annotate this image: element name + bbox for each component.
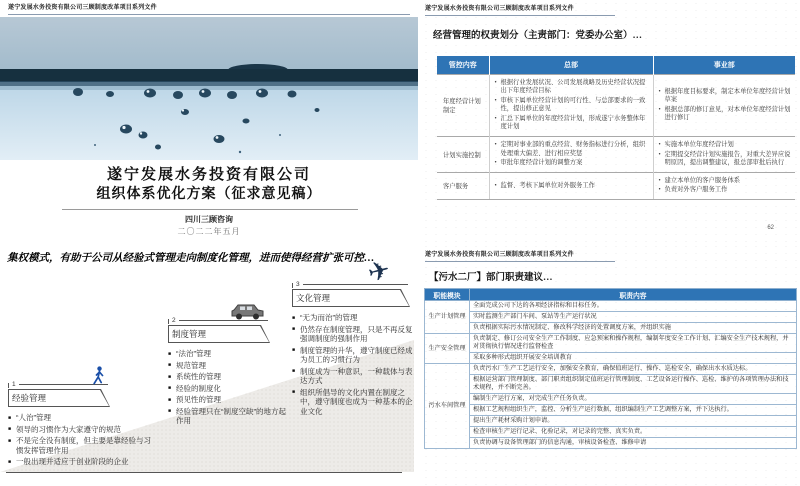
bullet: ■ 系统性的管理: [168, 372, 288, 382]
cell-bullet: • 审批年度经营计划的调整方案: [494, 159, 649, 168]
table-row: [425, 364, 797, 375]
bullet: ■ 经验管理只在“制度空缺”的地方起作用: [168, 407, 288, 426]
cover-date: 二〇二二年五月: [177, 227, 241, 236]
header-divider: [425, 15, 615, 16]
control-item: 客户服务: [437, 172, 489, 199]
duty-title: 【污水二厂】部门职责建议…: [429, 273, 553, 283]
hq-cell: [489, 172, 653, 199]
duty-cell: 根据工艺规程组织生产，监控、分析生产运行数据，组织编制生产工艺调整方案，并下达执行。: [470, 405, 797, 416]
table-row: [437, 137, 795, 173]
column-header: 管控内容: [437, 56, 489, 74]
bullet: ■ 一般出现并适应于创业阶段的企业: [8, 457, 155, 467]
module-cell: 污水车间管理: [425, 364, 470, 449]
walking-person-icon: [92, 366, 106, 386]
cover-doc-series-header-block: [8, 4, 410, 15]
cover-title-block: [0, 166, 418, 204]
table-row: [437, 172, 795, 199]
bullet: ■ 预见性的管理: [168, 395, 288, 405]
header-divider: [425, 261, 615, 262]
duty-cell: 负责协调与设备管理部门的信息沟通，审核设备检查、维修申请: [470, 438, 797, 449]
bu-cell: [653, 137, 795, 173]
stage-bullet-list: [292, 313, 416, 416]
slide-authority-matrix: [421, 0, 800, 243]
bullet: ■ “无为而治”的管理: [292, 313, 416, 323]
duty-cell: 全面完成公司下达的各项经济指标和目标任务。: [470, 301, 797, 312]
doc-series-header: 遂宁发展水务投资有限公司三顾制度改革项目系列文件: [8, 5, 157, 11]
module-cell: 生产计划管理: [425, 301, 470, 334]
duty-cell: 采取多种形式组织开展安全培训教育: [470, 353, 797, 364]
module-cell: 生产安全管理: [425, 334, 470, 364]
airplane-icon: ✈: [364, 253, 394, 289]
cell-bullet: • 定期提交经营计划实施报告，对重大差异应说明原因，提出调整建议，报总部审批后执行: [658, 151, 792, 168]
stage-banner: [8, 389, 110, 407]
column-header: 职责内容: [470, 289, 797, 301]
duty-cell: 负责根据实际污水情况制定、修改科学经济的处置调度方案，并组织实施: [470, 323, 797, 334]
cover-title-line1: 遂宁发展水务投资有限公司: [106, 167, 311, 183]
cell-bullet: • 定期对事业部的重点经营、财务指标进行分析，组织处理重大偏差、进行相应奖惩: [494, 141, 649, 158]
duty-cell: 负责污水厂生产工艺运行安全，加强安全教育，确保值班运行、操作、巡检安全，确保出水水质达标。: [470, 364, 797, 375]
stage-label: 经验管理: [12, 393, 47, 403]
cell-bullet: • 建立本单位的客户服务体系: [658, 177, 792, 186]
duty-cell: 提出生产耗材采购计划申请。: [470, 416, 797, 427]
bullet: ■ 规范管理: [168, 361, 288, 371]
doc-series-header: 遂宁发展水务投资有限公司三顾制度改革项目系列文件: [425, 252, 574, 258]
cell-bullet: • 根据年度目标要求，制定本单位年度经营计划草案: [658, 88, 792, 105]
duty-cell: 负责制定、修订公司安全生产工作制度、应急预案和操作规程，编制年度安全工作计划、汇编安全生产技术规程，并对贯彻执行情况进行监督检查: [470, 334, 797, 353]
cell-bullet: • 监督、考核下属单位对外服务工作: [494, 182, 649, 191]
stage-system-management: [168, 316, 288, 428]
page-number: 62: [767, 225, 774, 231]
cover-divider: [62, 209, 358, 210]
table-row: [425, 334, 797, 353]
bullet: ■ 制度管理的升华，遵守制度已经成为员工的习惯行为: [292, 346, 416, 365]
stage-number: 3: [296, 281, 300, 288]
table-row: [437, 74, 795, 137]
stage-label: 文化管理: [296, 293, 331, 303]
table-row: [425, 301, 797, 312]
consultant-name: 四川三顾咨询: [185, 215, 233, 224]
stage-culture-management: [292, 253, 416, 418]
doc-series-header: 遂宁发展水务投资有限公司三顾制度改革项目系列文件: [425, 6, 574, 12]
duty-doc-series-header-block: [425, 251, 615, 262]
table-row: [425, 405, 797, 416]
cell-bullet: • 汇总下属单位的年度经营计划，形成遂宁水务整体年度计划: [494, 115, 649, 132]
bullet: ■ 不是完全没有制度，但主要是靠经验与习惯发挥管理作用: [8, 436, 155, 455]
matrix-doc-series-header-block: [425, 5, 615, 16]
hq-cell: [489, 74, 653, 137]
bullet: ■ “人治”管理: [8, 413, 155, 423]
duty-cell: 检查审核生产运行记录、化验记录，对记录的完整、真实负责。: [470, 427, 797, 438]
cell-bullet: • 实施本单位年度经营计划: [658, 141, 792, 150]
table-row: [425, 312, 797, 323]
bullet: ■ 组织所倡导的文化内置在制度之中，遵守制度也成为一种基本的企业文化: [292, 388, 416, 417]
stage-bullet-list: [168, 349, 288, 426]
bullet: ■ 经验的制度化: [168, 384, 288, 394]
duty-cell: 根据运营部门管理制度、部门职责组织制定值班运行管理制度、工艺设备运行操作、巡检、维护的各项管理办法和技术规程，并不断完善。: [470, 375, 797, 394]
table-row: [425, 394, 797, 405]
bullet: ■ 制度成为一种意识，一种载体与表达方式: [292, 367, 416, 386]
bu-cell: [653, 74, 795, 137]
stage-banner: [168, 325, 270, 343]
table-row: [425, 323, 797, 334]
table-header-row: [425, 289, 797, 301]
table-header-row: [437, 56, 795, 74]
table-row: [425, 438, 797, 449]
hq-cell: [489, 137, 653, 173]
car-icon: [230, 302, 266, 321]
header-divider: [8, 14, 410, 15]
stage-number: 1: [12, 381, 16, 388]
cover-title-line2: 组织体系优化方案（征求意见稿）: [96, 187, 322, 202]
bu-cell: [653, 172, 795, 199]
diagram-title: 集权模式，有助于公司从经验式管理走向制度化管理，进而使得经营扩张可控…: [7, 253, 375, 264]
stage-banner: [292, 289, 410, 307]
stage-bullet-list: [8, 413, 155, 467]
cell-bullet: • 负责对外客户服务工作: [658, 186, 792, 195]
bullet: ■ 仍然存在制度管理，只是不再反复强调制度的强制作用: [292, 325, 416, 344]
column-header: 事业部: [653, 56, 795, 74]
duty-cell: 编制生产运行方案，对完成生产任务负责。: [470, 394, 797, 405]
table-row: [425, 375, 797, 394]
matrix-title: 经营管理的权责划分（主责部门：党委办公室）…: [433, 31, 643, 41]
column-header: 职能模块: [425, 289, 470, 301]
duty-table: [424, 288, 797, 449]
authority-matrix-table: [437, 56, 795, 200]
bullet: ■ 领导的习惯作为大家遵守的规范: [8, 425, 155, 435]
ground-line: [6, 472, 402, 473]
cell-bullet: • 审核下属单位经营计划的可行性、与总部要求的一致性，提出修正意见: [494, 97, 649, 114]
duty-cell: 实时监测生产部门车间、泵站等生产运行状况: [470, 312, 797, 323]
stage-experience-management: [8, 380, 153, 469]
slide-maturity-diagram: [0, 240, 418, 486]
cell-bullet: • 根据行业发展状况、公司发展战略及历史经营状况提出下年度经营目标: [494, 79, 649, 96]
table-row: [425, 427, 797, 438]
water-photo: [0, 17, 418, 160]
table-row: [425, 353, 797, 364]
bullet: ■ “法治”管理: [168, 349, 288, 359]
slide-cover: [0, 0, 418, 240]
table-row: [425, 416, 797, 427]
slide-department-duties: [421, 243, 800, 486]
control-item: 计划实施控制: [437, 137, 489, 173]
stage-number: 2: [172, 317, 176, 324]
column-header: 总部: [489, 56, 653, 74]
cell-bullet: • 根据总部的修订意见，对本单位年度经营计划进行修订: [658, 106, 792, 123]
control-item: 年度经营计划制定: [437, 74, 489, 137]
stage-label: 制度管理: [172, 329, 207, 339]
